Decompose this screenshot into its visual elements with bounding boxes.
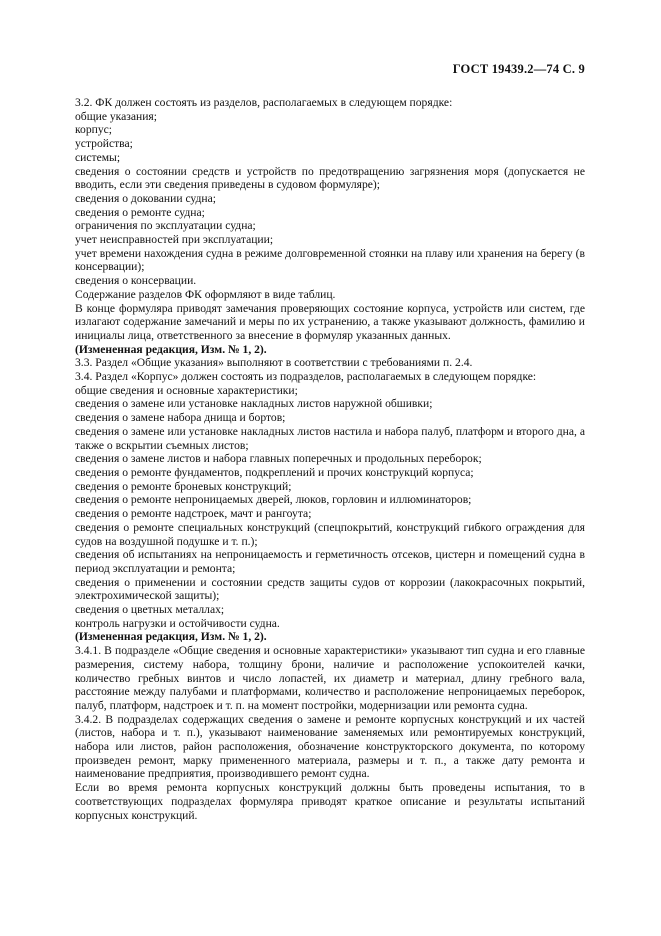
paragraph: В конце формуляра приводят замечания проверяющих состояние корпуса, устройств или систем, где излагают содержание замечаний и меры по их устранению, а также указывают должность, фамилию и инициалы лица, ответственного за внесение в формуляр указанных данных.	[75, 301, 585, 342]
paragraph: 3.3. Раздел «Общие указания» выполняют в соответствии с требованиями п. 2.4.	[75, 356, 473, 370]
paragraph: сведения о цветных металлах;	[75, 603, 225, 617]
paragraph: сведения о замене листов и набора главных поперечных и продольных переборок;	[75, 452, 482, 466]
document-body	[75, 96, 585, 822]
paragraph: сведения о состоянии средств и устройств по предотвращению загрязнения моря (допускается не вводить, если эти сведения приведены в судовом формуляре);	[75, 164, 585, 192]
paragraph: сведения о замене или установке накладных листов настила и набора палуб, платформ и второго дна, а также о вскрытии съемных листов;	[75, 424, 585, 452]
paragraph: сведения о замене или установке накладных листов наружной обшивки;	[75, 397, 433, 411]
page-header: ГОСТ 19439.2—74 С. 9	[452, 62, 585, 76]
paragraph: сведения о ремонте фундаментов, подкреплений и прочих конструкций корпуса;	[75, 465, 474, 479]
amendment-note: (Измененная редакция, Изм. № 1, 2).	[75, 342, 267, 356]
paragraph: общие сведения и основные характеристики;	[75, 383, 298, 397]
paragraph: системы;	[75, 150, 121, 164]
paragraph: общие указания;	[75, 109, 157, 123]
paragraph: устройства;	[75, 137, 133, 151]
paragraph: сведения о консервации.	[75, 274, 197, 288]
paragraph: 3.2. ФК должен состоять из разделов, располагаемых в следующем порядке:	[75, 96, 453, 109]
paragraph: корпус;	[75, 123, 113, 137]
paragraph: учет неисправностей при эксплуатации;	[75, 233, 274, 247]
paragraph: 3.4.1. В подразделе «Общие сведения и основные характеристики» указывают тип судна и его главные размерения, систему набора, толщину брони, наличие и расположение успокоителей качки, количество гребных винтов и число лопастей, их диаметр и материал, длину гребного вала, расстояние между палубами и платформами, количество и расположение непроницаемых переборок, палуб, платформ, надстроек и т. п. на момент постройки, модернизации или ремонта судна.	[75, 644, 585, 712]
paragraph: ограничения по эксплуатации судна;	[75, 219, 256, 233]
paragraph: учет времени нахождения судна в режиме долговременной стоянки на плаву или хранения на берегу (в консервации);	[75, 246, 585, 274]
paragraph: сведения об испытаниях на непроницаемость и герметичность отсеков, цистерн и помещений судна в период эксплуатации и ремонта;	[75, 548, 585, 575]
paragraph: Содержание разделов ФК оформляют в виде таблиц.	[75, 287, 336, 301]
paragraph: сведения о ремонте непроницаемых дверей, люков, горловин и иллюминаторов;	[75, 493, 472, 507]
paragraph: сведения о ремонте надстроек, мачт и рангоута;	[75, 507, 312, 521]
paragraph: сведения о ремонте судна;	[75, 205, 205, 219]
paragraph: сведения о замене набора днища и бортов;	[75, 411, 286, 425]
paragraph: 3.4.2. В подразделах содержащих сведения о замене и ремонте корпусных конструкций и их частей (листов, набора и т. п.), указывают наименование заменяемых или ремонтируемых конструкций, набора или листов, район расположения, обозначение конструкторского документа, по которому произведен ремонт, марку примененного материала, размеры и т. п., а также дату ремонта и наименование предприятия, производившего ремонт судна.	[75, 712, 585, 781]
paragraph: сведения о применении и состоянии средств защиты судов от коррозии (лакокрасочных покрытий, электрохимической защиты);	[75, 575, 585, 603]
amendment-note: (Измененная редакция, Изм. № 1, 2).	[75, 630, 267, 644]
paragraph: контроль нагрузки и остойчивости судна.	[75, 616, 280, 630]
paragraph: сведения о доковании судна;	[75, 191, 216, 205]
paragraph: Если во время ремонта корпусных конструкций должны быть проведены испытания, то в соответствующих подразделах формуляра приводят краткое описание и результаты испытаний корпусных конструкций.	[75, 781, 585, 822]
paragraph: сведения о ремонте специальных конструкций (спецпокрытий, конструкций гибкого ограждения для судов на воздушной подушке и т. п.);	[75, 520, 585, 548]
paragraph: 3.4. Раздел «Корпус» должен состоять из подразделов, располагаемых в следующем порядке:	[75, 370, 537, 384]
paragraph: сведения о ремонте броневых конструкций;	[75, 479, 292, 493]
